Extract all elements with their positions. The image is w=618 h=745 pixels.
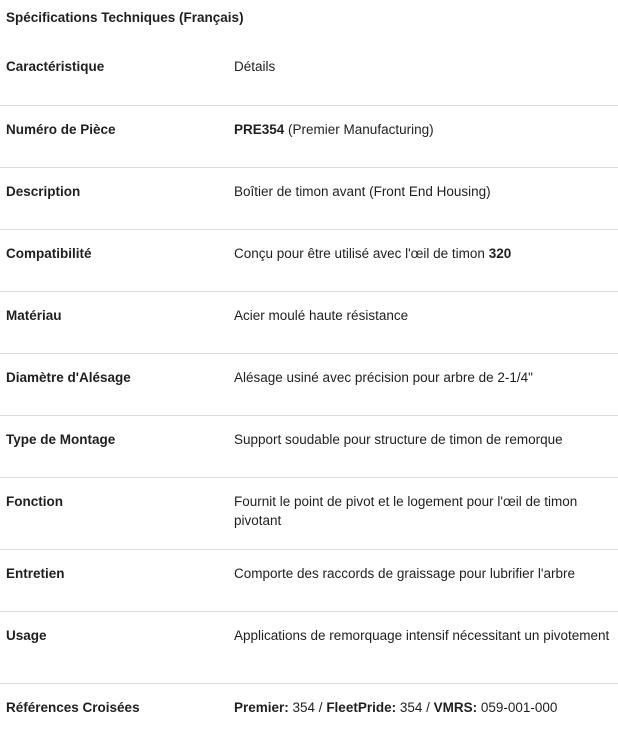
row-key: Matériau (0, 292, 228, 354)
value-emphasis: 320 (489, 246, 512, 261)
table-row (0, 354, 618, 416)
table-row (0, 106, 618, 168)
value-emphasis: PRE354 (234, 122, 284, 137)
row-value (228, 106, 618, 168)
value-emphasis: FleetPride: (326, 700, 396, 715)
table-row (0, 416, 618, 478)
value-emphasis: Premier: (234, 700, 289, 715)
table-row (0, 292, 618, 354)
value-text: Fournit le point de pivot et le logement pour l'œil de timon pivotant (234, 494, 577, 528)
spec-table (0, 43, 618, 745)
value-text: 354 / (289, 700, 327, 715)
value-text: Alésage usiné avec précision pour arbre de 2-1/4" (234, 370, 533, 385)
table-row (0, 684, 618, 745)
row-value (228, 230, 618, 292)
value-text: 059-001-000 (477, 700, 557, 715)
table-row (0, 230, 618, 292)
value-emphasis: VMRS: (434, 700, 478, 715)
table-row (0, 168, 618, 230)
value-text: (Premier Manufacturing) (284, 122, 433, 137)
table-row (0, 478, 618, 550)
row-key: Diamètre d'Alésage (0, 354, 228, 416)
row-key: Description (0, 168, 228, 230)
table-header-row (0, 43, 618, 106)
value-text: Conçu pour être utilisé avec l'œil de timon (234, 246, 489, 261)
value-text: Acier moulé haute résistance (234, 308, 408, 323)
row-key: Compatibilité (0, 230, 228, 292)
table-row (0, 612, 618, 684)
row-value (228, 612, 618, 684)
page-title: Spécifications Techniques (Français) (6, 10, 244, 26)
value-text: Boîtier de timon avant (Front End Housing) (234, 184, 491, 199)
value-text: Applications de remorquage intensif nécessitant un pivotement (234, 628, 609, 643)
row-value (228, 168, 618, 230)
header-key: Caractéristique (0, 43, 228, 106)
header-value: Détails (228, 43, 618, 106)
row-value (228, 684, 618, 745)
row-value (228, 478, 618, 550)
row-value (228, 550, 618, 612)
row-value (228, 354, 618, 416)
value-text: 354 / (396, 700, 434, 715)
row-key: Usage (0, 612, 228, 684)
spec-table-body (0, 106, 618, 745)
row-key: Fonction (0, 478, 228, 550)
row-value (228, 292, 618, 354)
row-key: Numéro de Pièce (0, 106, 228, 168)
row-key: Références Croisées (0, 684, 228, 745)
table-row (0, 550, 618, 612)
row-key: Entretien (0, 550, 228, 612)
row-value (228, 416, 618, 478)
value-text: Comporte des raccords de graissage pour lubrifier l'arbre (234, 566, 575, 581)
row-key: Type de Montage (0, 416, 228, 478)
value-text: Support soudable pour structure de timon de remorque (234, 432, 563, 447)
